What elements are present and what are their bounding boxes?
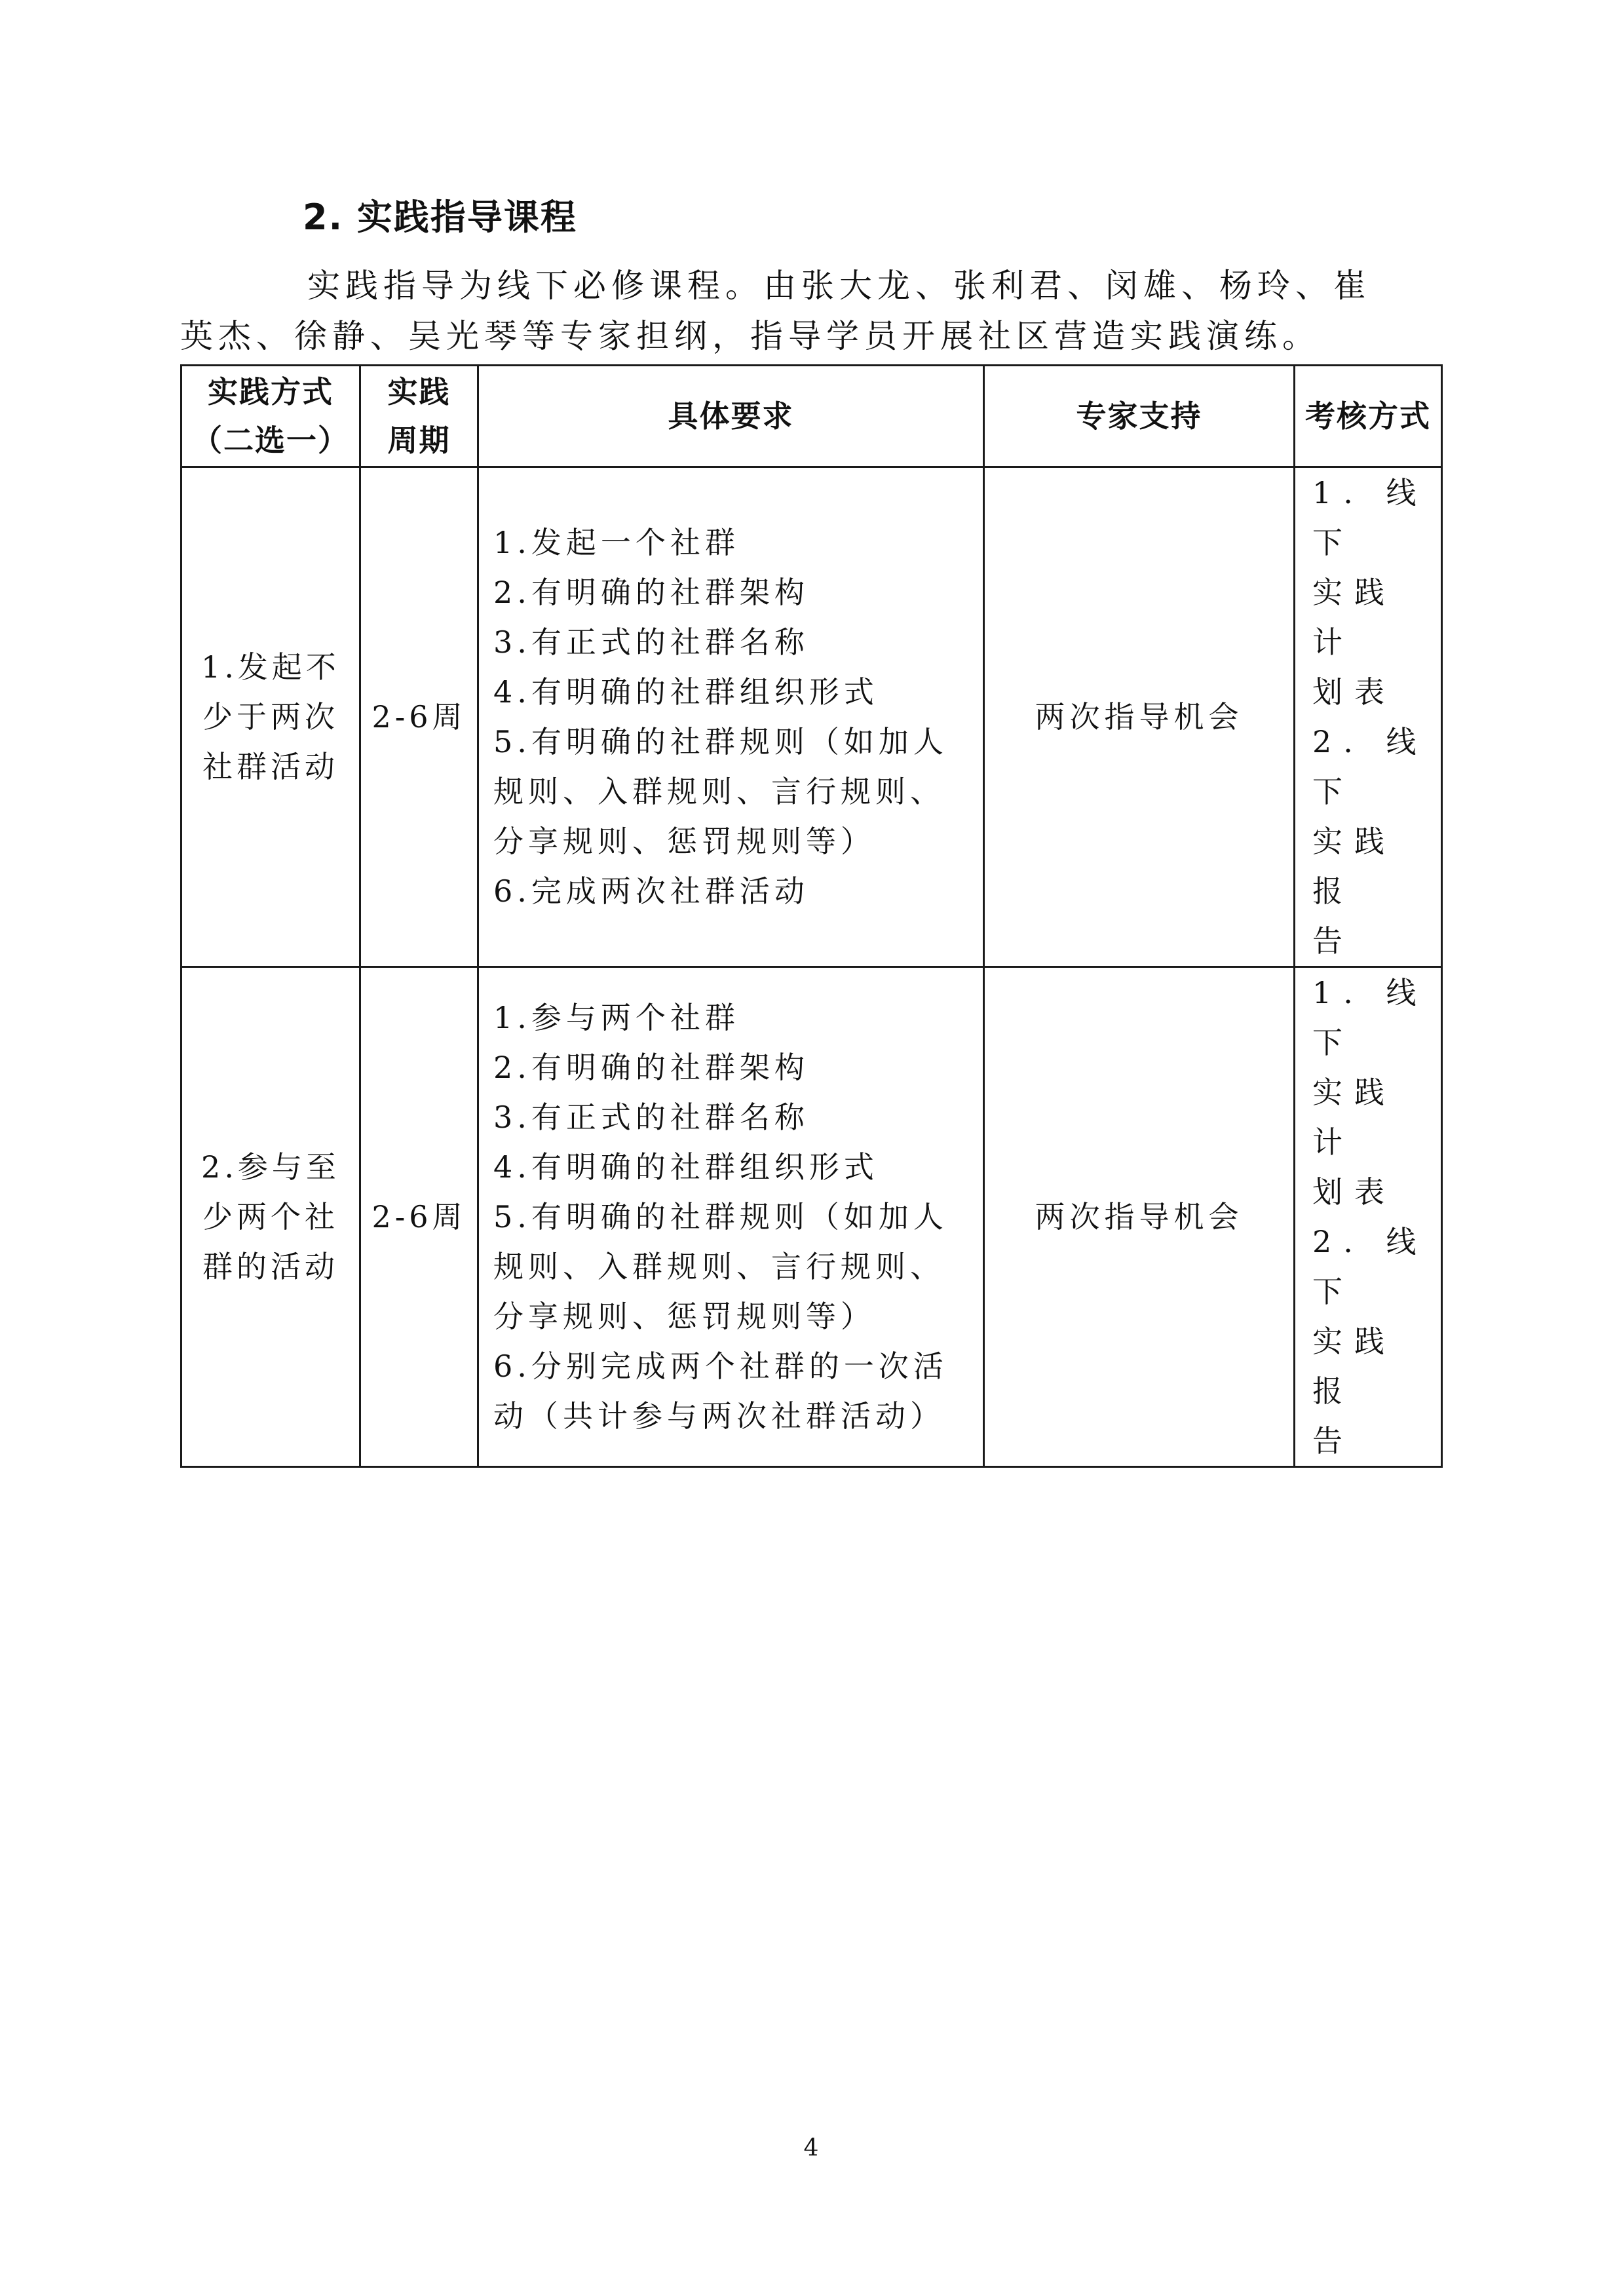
requirements-list <box>493 518 974 916</box>
assessment-line: 实践报 <box>1312 1324 1396 1409</box>
intro-paragraph <box>180 261 1438 362</box>
table-row <box>181 967 1442 1467</box>
requirement-item: 6.分别完成两个社群的一次活动（共计参与两次社群活动） <box>493 1349 948 1434</box>
requirement-item: 3.有正式的社群名称 <box>493 624 809 660</box>
header-practice-mode-line2: （二选一） <box>192 423 349 458</box>
header-practice-period <box>360 366 478 467</box>
practice-mode-line: 少两个社 <box>202 1199 339 1234</box>
header-requirements: 具体要求 <box>478 366 984 467</box>
assessment-line: 划表 <box>1312 1174 1396 1210</box>
header-assessment: 考核方式 <box>1295 366 1442 467</box>
practice-mode-cell <box>181 467 360 967</box>
requirement-item: 2.有明确的社群架构 <box>493 1050 809 1085</box>
practice-table <box>180 364 1443 1468</box>
assessment-line: 2. 线下 <box>1312 724 1428 809</box>
header-practice-mode <box>181 366 360 467</box>
requirements-cell <box>478 467 984 967</box>
assessment-line: 告 <box>1312 923 1354 959</box>
header-expert-support: 专家支持 <box>984 366 1295 467</box>
requirement-item: 1.参与两个社群 <box>493 1000 740 1035</box>
requirements-list <box>493 993 974 1441</box>
assessment-cell <box>1295 967 1442 1467</box>
assessment-line: 告 <box>1312 1423 1354 1459</box>
header-practice-period-line2: 周期 <box>387 423 451 458</box>
practice-mode-line: 群的活动 <box>202 1249 339 1284</box>
requirement-item: 4.有明确的社群组织形式 <box>493 674 879 710</box>
header-practice-mode-line1: 实践方式 <box>208 374 333 410</box>
requirement-item: 4.有明确的社群组织形式 <box>493 1149 879 1185</box>
table-header-row <box>181 366 1442 467</box>
practice-mode-line: 1.发起不 <box>201 649 340 685</box>
requirements-cell <box>478 967 984 1467</box>
assessment-line: 1. 线下 <box>1312 475 1428 560</box>
header-practice-period-line1: 实践 <box>387 374 451 410</box>
assessment-line: 实践计 <box>1312 575 1396 660</box>
assessment-cell <box>1295 467 1442 967</box>
intro-line-2: 英杰、徐静、吴光琴等专家担纲，指导学员开展社区营造实践演练。 <box>180 317 1320 355</box>
table-row <box>181 467 1442 967</box>
requirement-item: 2.有明确的社群架构 <box>493 575 809 610</box>
intro-line-1: 实践指导为线下必修课程。由张大龙、张利君、闵雄、杨玲、崔 <box>307 267 1371 305</box>
assessment-line: 2. 线下 <box>1312 1224 1428 1309</box>
requirement-item: 5.有明确的社群规则（如加人规则、入群规则、言行规则、分享规则、惩罚规则等） <box>493 1199 948 1334</box>
page-number: 4 <box>803 2135 819 2162</box>
practice-mode-line: 社群活动 <box>202 749 339 784</box>
assessment-line: 实践报 <box>1312 824 1396 909</box>
requirement-item: 6.完成两次社群活动 <box>493 873 809 909</box>
expert-support-cell: 两次指导机会 <box>984 467 1295 967</box>
expert-support-cell: 两次指导机会 <box>984 967 1295 1467</box>
requirement-item: 5.有明确的社群规则（如加人规则、入群规则、言行规则、分享规则、惩罚规则等） <box>493 724 948 859</box>
assessment-line: 实践计 <box>1312 1075 1396 1160</box>
practice-period-cell: 2-6周 <box>360 467 478 967</box>
requirement-item: 1.发起一个社群 <box>493 525 740 560</box>
practice-mode-line: 2.参与至 <box>201 1149 340 1185</box>
assessment-line: 划表 <box>1312 674 1396 710</box>
practice-mode-cell <box>181 967 360 1467</box>
requirement-item: 3.有正式的社群名称 <box>493 1100 809 1135</box>
assessment-line: 1. 线下 <box>1312 975 1428 1060</box>
practice-mode-line: 少于两次 <box>202 699 339 735</box>
practice-period-cell: 2-6周 <box>360 967 478 1467</box>
section-heading: 2. 实践指导课程 <box>303 197 577 238</box>
